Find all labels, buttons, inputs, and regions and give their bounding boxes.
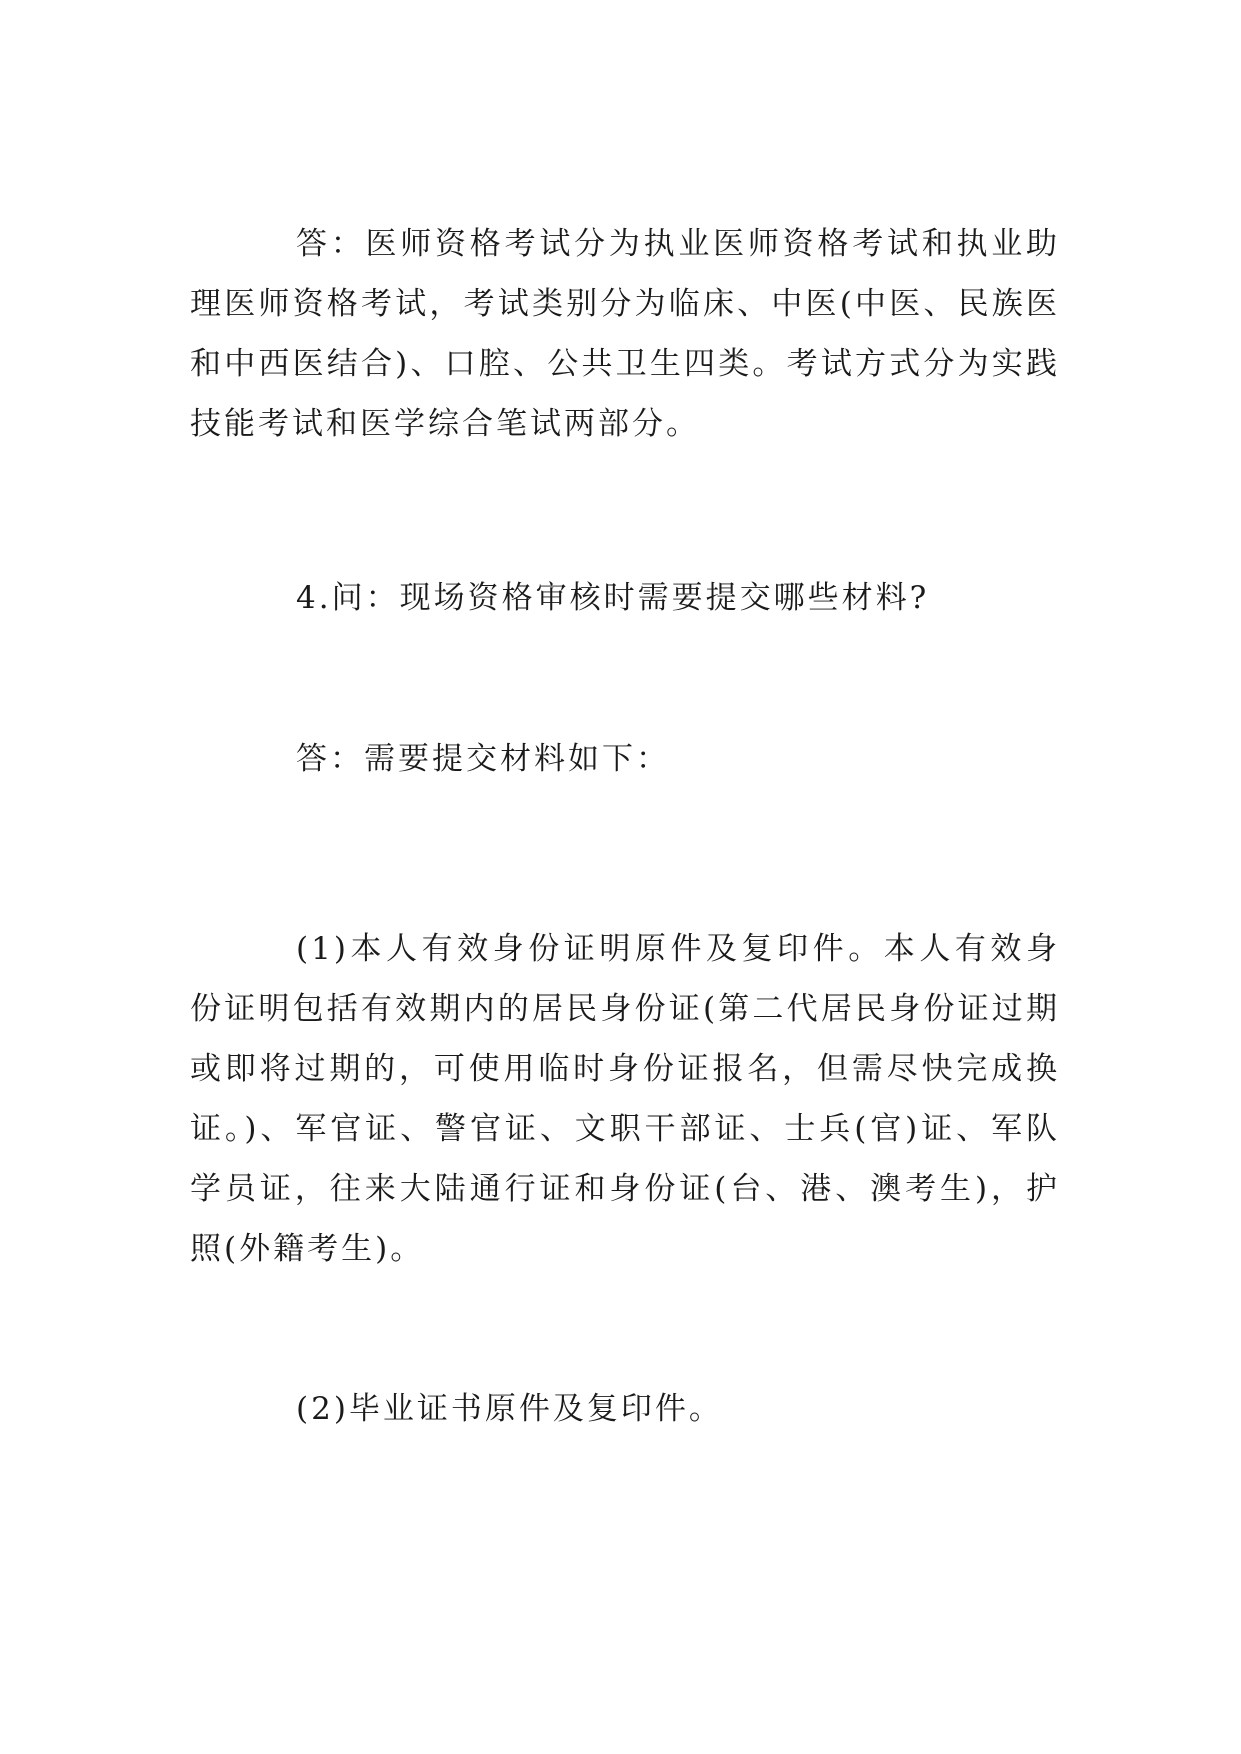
material-item-1-paragraph: (1)本人有效身份证明原件及复印件。本人有效身份证明包括有效期内的居民身份证(第二代居民身份证过期或即将过期的，可使用临时身份证报名，但需尽快完成换证。)、军官证、警官证、文职干部证、士兵(官)证、军队学员证，往来大陆通行证和身份证(台、港、澳考生)，护照(外籍考生)。 <box>190 931 1060 1267</box>
material-item-2-paragraph: (2)毕业证书原件及复印件。 <box>296 1391 723 1427</box>
answer-paragraph-exam-categories: 答：医师资格考试分为执业医师资格考试和执业助理医师资格考试，考试类别分为临床、中医(中医、民族医和中西医结合)、口腔、公共卫生四类。考试方式分为实践技能考试和医学综合笔试两部分。 <box>190 226 1060 442</box>
answer-intro-paragraph: 答：需要提交材料如下： <box>296 741 670 777</box>
question-4-heading: 4.问：现场资格审核时需要提交哪些材料? <box>296 580 930 616</box>
